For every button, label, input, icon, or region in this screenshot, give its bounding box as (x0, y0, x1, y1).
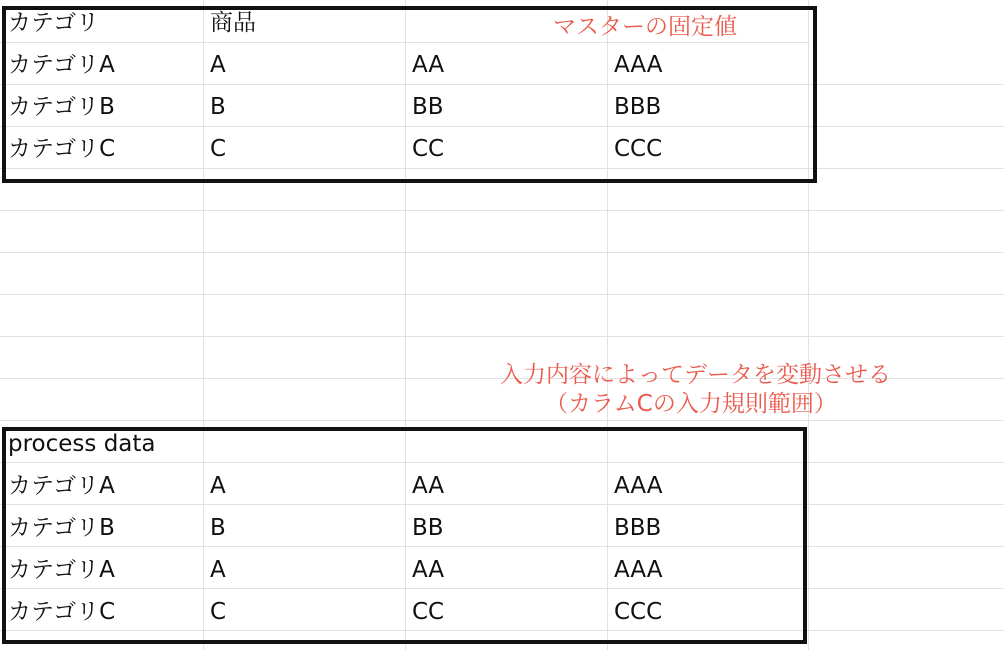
process-cell[interactable]: カテゴリB (8, 515, 115, 541)
row-gridline (0, 294, 1004, 295)
process-title[interactable]: process data (8, 431, 156, 457)
row-gridline (0, 210, 1004, 211)
master-cell[interactable]: CCC (614, 136, 663, 162)
master-cell[interactable]: CC (412, 136, 445, 162)
process-note-line2: （カラムCの入力規則範囲） (545, 391, 837, 417)
row-gridline (0, 336, 1004, 337)
process-cell[interactable]: カテゴリC (8, 599, 116, 625)
master-header-category[interactable]: カテゴリ (8, 10, 100, 36)
process-cell[interactable]: CC (412, 599, 445, 625)
process-cell[interactable]: BB (412, 515, 444, 541)
master-cell[interactable]: カテゴリB (8, 94, 115, 120)
master-header-product[interactable]: 商品 (210, 10, 256, 36)
process-table-frame (2, 427, 807, 644)
process-cell[interactable]: A (210, 473, 226, 499)
process-cell[interactable]: AA (412, 473, 445, 499)
master-cell[interactable]: BBB (614, 94, 662, 120)
master-cell[interactable]: B (210, 94, 226, 120)
process-cell[interactable]: A (210, 557, 226, 583)
process-note-line1: 入力内容によってデータを変動させる (500, 362, 891, 388)
process-cell[interactable]: カテゴリA (8, 473, 115, 499)
process-cell[interactable]: カテゴリA (8, 557, 115, 583)
process-cell[interactable]: AAA (614, 473, 663, 499)
process-cell[interactable]: CCC (614, 599, 663, 625)
master-cell[interactable]: A (210, 52, 226, 78)
process-cell[interactable]: C (210, 599, 227, 625)
process-cell[interactable]: BBB (614, 515, 662, 541)
master-cell[interactable]: カテゴリC (8, 136, 116, 162)
master-cell[interactable]: カテゴリA (8, 52, 115, 78)
process-cell[interactable]: B (210, 515, 226, 541)
master-note: マスターの固定値 (553, 14, 737, 40)
row-gridline (0, 252, 1004, 253)
master-cell[interactable]: BB (412, 94, 444, 120)
master-cell[interactable]: C (210, 136, 227, 162)
process-cell[interactable]: AA (412, 557, 445, 583)
master-cell[interactable]: AA (412, 52, 445, 78)
row-gridline (0, 420, 1004, 421)
process-cell[interactable]: AAA (614, 557, 663, 583)
master-cell[interactable]: AAA (614, 52, 663, 78)
